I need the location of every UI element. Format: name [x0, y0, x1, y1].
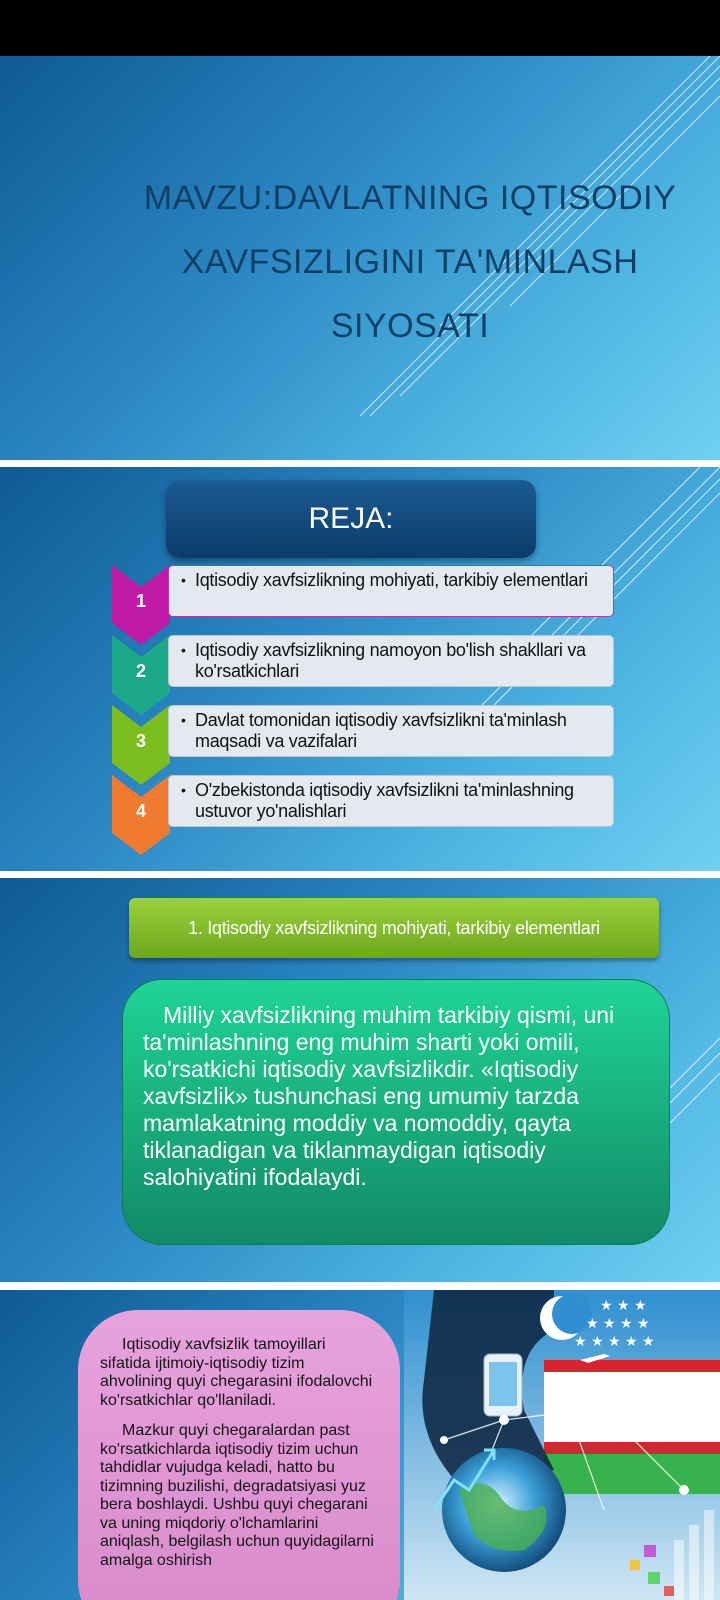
slide-title	[130, 166, 690, 358]
section-heading: 1. Iqtisodiy xavfsizlikning mohiyati, tarkibiy elementlari	[129, 898, 659, 958]
plan-item-number: 4	[135, 801, 146, 821]
illustration-graphic	[404, 1290, 720, 1600]
detail-paragraph-1: Iqtisodiy xavfsizlik tamoyillari sifatida ijtimoiy-iqtisodiy tizim ahvolining quyi chegarasini ifodalovchi ko'rsatkichlar qo'llaniladi.	[100, 1336, 373, 1409]
plan-item-box	[168, 635, 614, 687]
flag-red-stripe	[544, 1442, 720, 1454]
bullet: •	[181, 572, 186, 588]
flag-red-stripe	[544, 1360, 720, 1372]
bullet: •	[181, 782, 186, 798]
slide-separator	[0, 1282, 720, 1290]
slide-separator	[0, 871, 720, 878]
section-slide[interactable]	[0, 878, 720, 1282]
plan-item-text: Iqtisodiy xavfsizlikning namoyon bo'lish shakllari va ko'rsatkichlari	[195, 640, 586, 681]
title-line-2: XAVFSIZLIGINI TA'MINLASH	[181, 243, 639, 281]
status-bar	[0, 0, 720, 55]
detail-paragraph-2: Mazkur quyi chegaralardan past ko'rsatkichlarda iqtisodiy tizim uchun tahdidlar vujudga keladi, hatto bu tizimning buzilishi, degradatsiyasi yuz bera boshlaydi. Ushbu quyi chegarani va uning miqdoriy o'lchamlarini aniqlash, belgilash uchun quyidagilarni amalga oshirish	[100, 1422, 374, 1569]
svg-text:★ ★ ★: ★ ★ ★	[600, 1298, 647, 1314]
plan-item-text: O'zbekistonda iqtisodiy xavfsizlikni ta'minlashning ustuvor yo'nalishlari	[195, 780, 574, 821]
plan-item-text: Davlat tomonidan iqtisodiy xavfsizlikni ta'minlash maqsadi va vazifalari	[195, 710, 567, 751]
title-line-1: MAVZU:DAVLATNING IQTISODIY	[143, 179, 677, 217]
section-body: Milliy xavfsizlikning muhim tarkibiy qismi, uni ta'minlashning eng muhim sharti yoki omili, ko'rsatkichi iqtisodiy xavfsizlikdir. «Iqtisodiy xavfsizlik» tushunchasi eng umumiy tarzda mamlakatning moddiy va nomoddiy, qayta tiklanadigan va tiklanmaydigan iqtisodiy salohiyatini ifodalaydi.	[122, 979, 670, 1245]
illustration-image	[404, 1290, 720, 1600]
title-slide[interactable]	[0, 56, 720, 460]
plan-heading: REJA:	[166, 480, 536, 558]
plan-item-2[interactable]	[112, 635, 614, 715]
plan-item-box	[168, 565, 614, 617]
svg-text:★ ★ ★ ★ ★: ★ ★ ★ ★ ★	[574, 1334, 655, 1350]
plan-item-text: Iqtisodiy xavfsizlikning mohiyati, tarkibiy elementlari	[195, 570, 588, 590]
bullet: •	[181, 642, 186, 658]
plan-item-number: 3	[135, 731, 146, 751]
plan-item-box	[168, 705, 614, 757]
globe-icon	[442, 1448, 566, 1572]
slide-separator	[0, 460, 720, 467]
plan-item-number: 2	[135, 661, 146, 681]
plan-slide[interactable]	[0, 467, 720, 871]
plan-item-3[interactable]	[112, 705, 614, 785]
svg-text:★ ★ ★ ★: ★ ★ ★ ★	[586, 1316, 650, 1332]
plan-item-number: 1	[135, 591, 146, 611]
bullet: •	[181, 712, 186, 728]
detail-text-box	[78, 1310, 400, 1600]
flag-green-stripe	[544, 1454, 720, 1494]
smartphone-icon	[484, 1354, 522, 1416]
plan-item-4[interactable]	[112, 775, 614, 855]
plan-item-1[interactable]	[112, 565, 614, 645]
plan-item-box	[168, 775, 614, 827]
detail-slide[interactable]	[0, 1290, 720, 1600]
title-line-3: SIYOSATI	[330, 307, 490, 345]
